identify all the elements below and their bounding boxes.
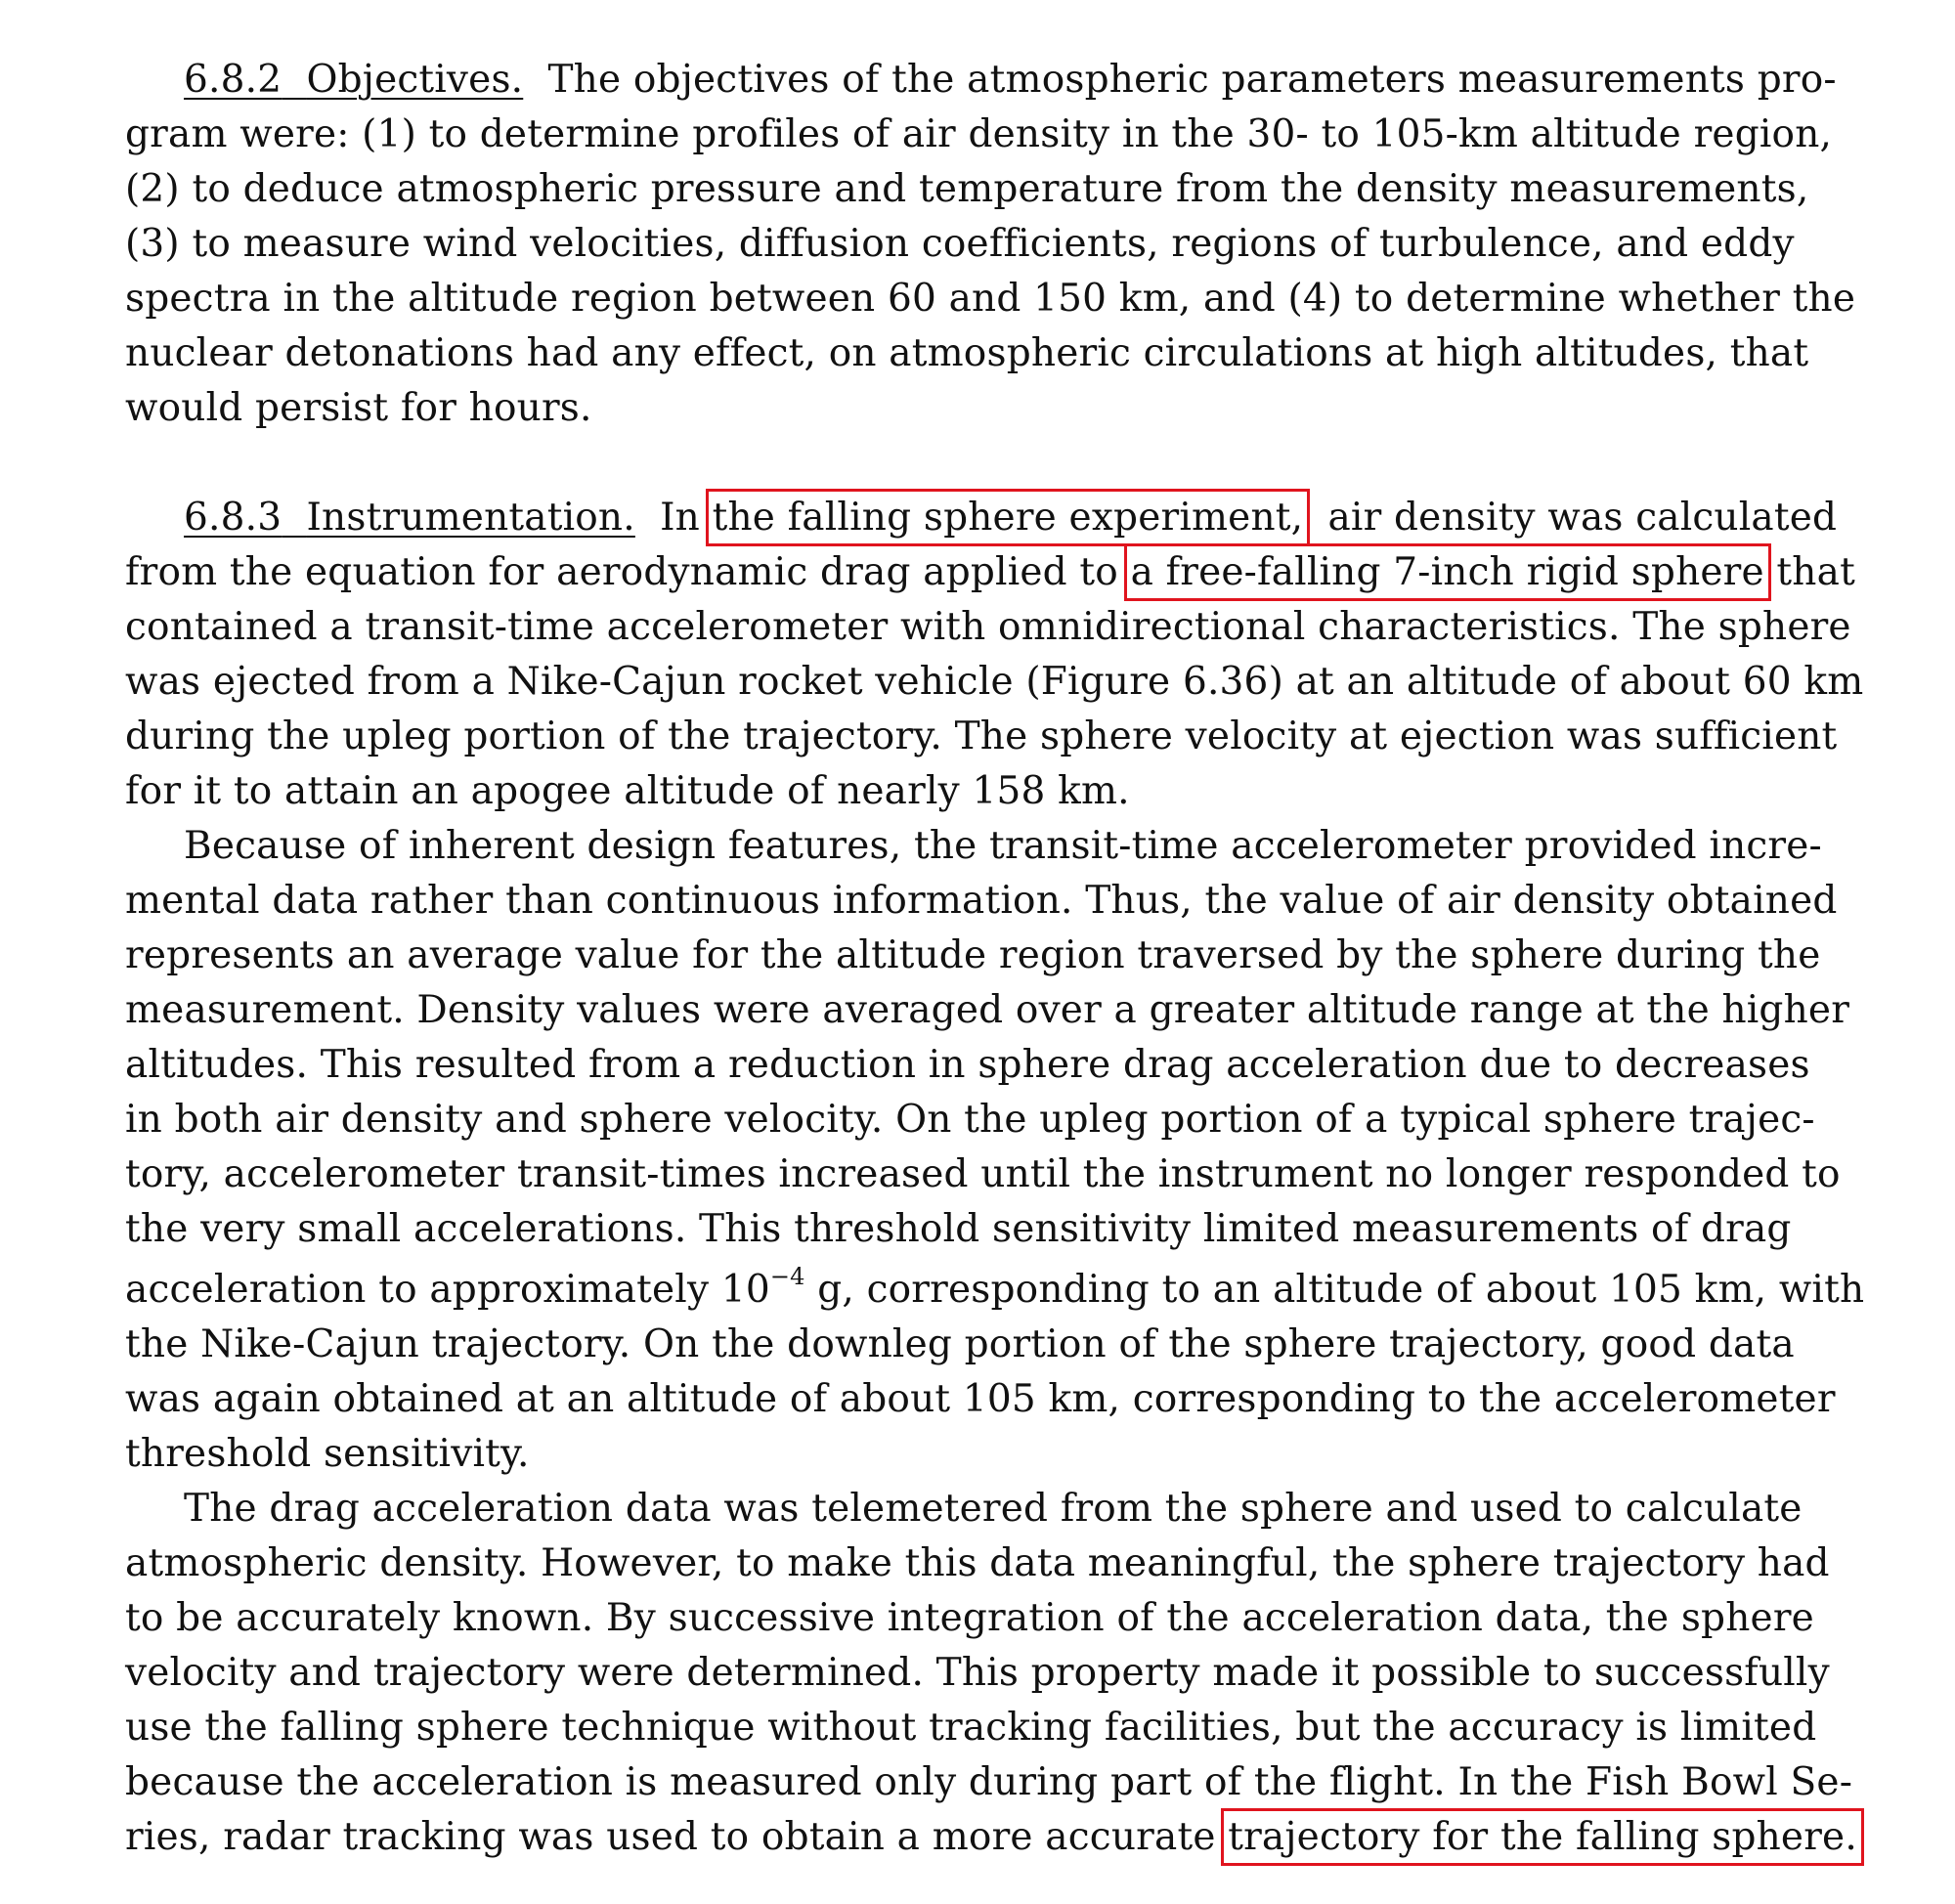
text-line: during the upleg portion of the trajectory. The sphere velocity at ejection was sufficient: [125, 714, 1838, 758]
text-line: was ejected from a Nike-Cajun rocket vehicle (Figure 6.36) at an altitude of about 60 km: [125, 660, 1864, 704]
text-line: [125, 1263, 1865, 1312]
text-line: was again obtained at an altitude of about 105 km, corresponding to the accelerometer: [125, 1377, 1836, 1421]
text-line: [125, 1815, 1857, 1859]
text-fragment: ries, radar tracking was used to obtain a more accurate: [125, 1815, 1216, 1859]
text-line: measurement. Density values were averaged over a greater altitude range at the higher: [125, 988, 1850, 1032]
text-line: The objectives of the atmospheric parameters measurements pro-: [547, 58, 1837, 102]
objectives-heading: [184, 58, 523, 102]
objectives-heading-line: [184, 58, 1837, 102]
text-fragment: air density was calculated: [1327, 496, 1838, 540]
instrumentation-heading: [184, 496, 635, 540]
text-line: altitudes. This resulted from a reduction in sphere drag acceleration due to decreases: [125, 1043, 1810, 1087]
text-line: because the acceleration is measured only during part of the flight. In the Fish Bowl Se-: [125, 1760, 1853, 1804]
highlight-box: trajectory for the falling sphere.: [1228, 1815, 1857, 1859]
text-line: in both air density and sphere velocity. On the upleg portion of a typical sphere trajec-: [125, 1098, 1815, 1142]
text-line: mental data rather than continuous information. Thus, the value of air density obtained: [125, 879, 1838, 923]
text-line: for it to attain an apogee altitude of nearly 158 km.: [125, 769, 1130, 813]
section-number: 6.8.2: [184, 58, 282, 102]
text-fragment: g, corresponding to an altitude of about 105 km, with: [804, 1268, 1865, 1312]
text-line: tory, accelerometer transit-times increased until the instrument no longer responded to: [125, 1152, 1841, 1196]
text-line: Because of inherent design features, the transit-time accelerometer provided incre-: [184, 824, 1822, 868]
instrumentation-heading-line: [184, 496, 1838, 540]
text-line: the Nike-Cajun trajectory. On the downleg portion of the sphere trajectory, good data: [125, 1322, 1795, 1366]
text-line: use the falling sphere technique without tracking facilities, but the accuracy is limited: [125, 1706, 1817, 1750]
highlight-box: the falling sphere experiment,: [712, 496, 1304, 540]
text-line: the very small accelerations. This threshold sensitivity limited measurements of drag: [125, 1207, 1792, 1251]
text-fragment: from the equation for aerodynamic drag applied to: [125, 550, 1118, 594]
section-title: Objectives.: [306, 58, 524, 102]
text-line: spectra in the altitude region between 60 and 150 km, and (4) to determine whether the: [125, 277, 1856, 321]
text-line: threshold sensitivity.: [125, 1432, 530, 1476]
text-line: velocity and trajectory were determined. This property made it possible to successfully: [125, 1651, 1830, 1695]
text-line: would persist for hours.: [125, 386, 592, 430]
exponent: −4: [769, 1263, 805, 1290]
text-line: [125, 550, 1855, 594]
text-line: (2) to deduce atmospheric pressure and temperature from the density measurements,: [125, 167, 1809, 211]
text-line: contained a transit-time accelerometer with omnidirectional characteristics. The sphere: [125, 605, 1851, 649]
text-line: gram were: (1) to determine profiles of air density in the 30- to 105-km altitude region,: [125, 112, 1833, 156]
text-line: The drag acceleration data was telemetered from the sphere and used to calculate: [184, 1487, 1803, 1531]
text-line: nuclear detonations had any effect, on atmospheric circulations at high altitudes, that: [125, 331, 1809, 375]
text-fragment: acceleration to approximately 10: [125, 1268, 770, 1312]
text-line: (3) to measure wind velocities, diffusion coefficients, regions of turbulence, and eddy: [125, 222, 1795, 266]
section-number: 6.8.3: [184, 496, 282, 540]
section-title: Instrumentation.: [306, 496, 635, 540]
highlight-box: a free-falling 7-inch rigid sphere: [1130, 550, 1764, 594]
text-line: to be accurately known. By successive integration of the acceleration data, the sphere: [125, 1596, 1814, 1640]
text-fragment: that: [1776, 550, 1855, 594]
text-line: represents an average value for the altitude region traversed by the sphere during the: [125, 933, 1821, 977]
text-line: atmospheric density. However, to make this data meaningful, the sphere trajectory had: [125, 1541, 1830, 1585]
text-fragment: In: [660, 496, 700, 540]
